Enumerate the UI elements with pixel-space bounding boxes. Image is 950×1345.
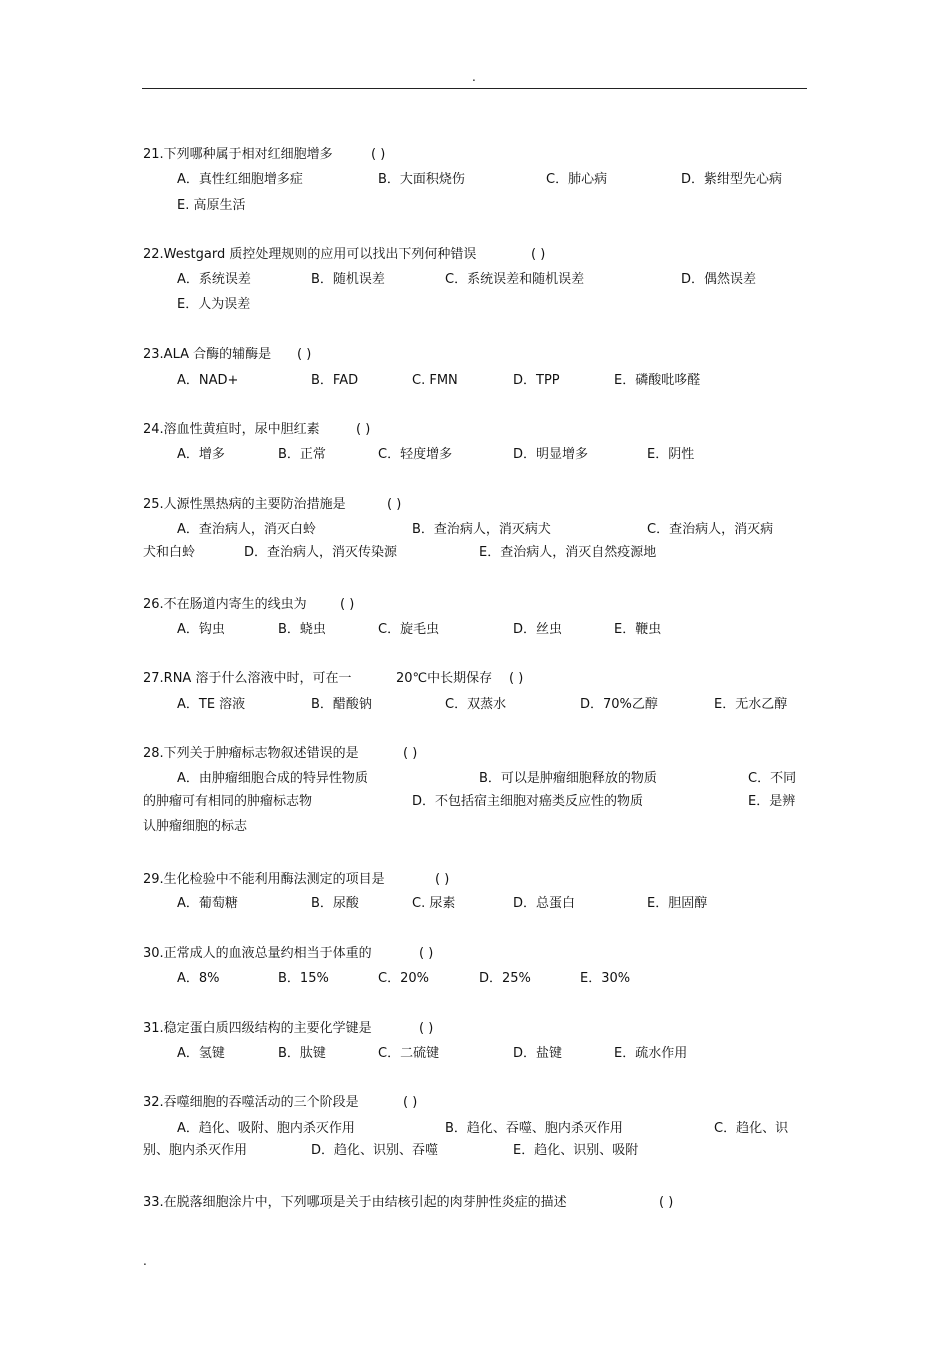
option-b: B．正常 [278,447,326,462]
option-a: A．系统误差 [177,272,251,287]
question-stem: 23.ALA 合酶的辅酶是 [143,347,272,362]
option-a: A．氢键 [177,1046,225,1061]
option-b: B．15% [278,971,329,986]
option-d: D．TPP [513,373,560,388]
option-c: C．系统误差和随机误差 [445,272,585,287]
option-e: E．阴性 [647,447,695,462]
option-a: A．由肿瘤细胞合成的特异性物质 [177,771,368,786]
option-a: A．趋化、吸附、胞内杀灭作用 [177,1121,355,1136]
answer-bracket: ( ) [531,247,546,262]
option-c: C. 尿素 [412,896,456,911]
option-a: A．TE 溶液 [177,697,246,712]
header-rule [142,88,807,89]
option-b: B．肽键 [278,1046,326,1061]
question-stem: 29.生化检验中不能利用酶法测定的项目是 [143,872,385,887]
option-c: C．不同 [748,771,797,786]
option-e: E．胆固醇 [647,896,708,911]
question-stem: 25.人源性黑热病的主要防治措施是 [143,497,346,512]
option-c: C．肺心病 [546,172,608,187]
answer-bracket: ( ) [403,1095,418,1110]
option-a: A．增多 [177,447,225,462]
option-b: B．随机误差 [311,272,385,287]
option-e: E．人为误差 [177,297,251,312]
option-d: D．不包括宿主细胞对癌类反应性的物质 [412,794,644,809]
option-a: A．NAD+ [177,373,239,388]
option-d: D．25% [479,971,531,986]
option-e: E．是辨 [748,794,796,809]
option-d: D．偶然误差 [681,272,757,287]
option-e: E．30% [580,971,631,986]
question-stem: 26.不在肠道内寄生的线虫为 [143,597,307,612]
option-b: B．可以是肿瘤细胞释放的物质 [479,771,657,786]
option-e-continued: 认肿瘤细胞的标志 [143,819,248,834]
question-stem: 24.溶血性黄疸时，尿中胆红素 [143,422,320,437]
option-d: D．紫绀型先心病 [681,172,783,187]
option-a: A．真性红细胞增多症 [177,172,303,187]
option-c: C. FMN [412,373,458,388]
answer-bracket: ( ) [419,1021,434,1036]
question-stem: 32.吞噬细胞的吞噬活动的三个阶段是 [143,1095,359,1110]
option-e: E．鞭虫 [614,622,662,637]
answer-bracket: ( ) [435,872,450,887]
option-d: D．趋化、识别、吞噬 [311,1143,439,1158]
option-d: D．总蛋白 [513,896,576,911]
option-b: B．尿酸 [311,896,359,911]
question-stem: 22.Westgard 质控处理规则的应用可以找出下列何种错误 [143,247,477,262]
option-c-continued: 别、胞内杀灭作用 [143,1143,248,1158]
option-d: D．70%乙醇 [580,697,658,712]
option-e: E．趋化、识别、吸附 [513,1143,639,1158]
question-stem: 27.RNA 溶于什么溶液中时，可在一 [143,671,352,686]
option-e: E．查治病人，消灭自然疫源地 [479,545,657,560]
question-stem-extra: 20℃中长期保存 [396,671,493,686]
option-d: D．查治病人，消灭传染源 [244,545,398,560]
answer-bracket: ( ) [297,347,312,362]
option-c: C．旋毛虫 [378,622,440,637]
option-b: B．醋酸钠 [311,697,372,712]
option-a: A．查治病人，消灭白蛉 [177,522,316,537]
option-a: A．8% [177,971,220,986]
option-b: B．趋化、吞噬、胞内杀灭作用 [445,1121,623,1136]
answer-bracket: ( ) [509,671,524,686]
answer-bracket: ( ) [403,746,418,761]
option-e: E. 高原生活 [177,198,246,213]
question-stem: 31.稳定蛋白质四级结构的主要化学键是 [143,1021,372,1036]
option-c: C．20% [378,971,429,986]
option-b: B．查治病人，消灭病犬 [412,522,551,537]
option-a: A．钩虫 [177,622,225,637]
option-d: D．明显增多 [513,447,589,462]
option-e: E．无水乙醇 [714,697,788,712]
answer-bracket: ( ) [356,422,371,437]
option-e: E．疏水作用 [614,1046,688,1061]
answer-bracket: ( ) [340,597,355,612]
question-stem: 21.下列哪种属于相对红细胞增多 [143,147,333,162]
option-c: C．趋化、识 [714,1121,789,1136]
answer-bracket: ( ) [419,946,434,961]
header-dot: . [472,70,476,84]
option-b: B．蛲虫 [278,622,326,637]
option-d: D．盐键 [513,1046,563,1061]
option-b: B．大面积烧伤 [378,172,465,187]
question-stem: 28.下列关于肿瘤标志物叙述错误的是 [143,746,359,761]
answer-bracket: ( ) [387,497,402,512]
footer-dot: . [143,1254,147,1268]
option-c: C．二硫键 [378,1046,440,1061]
option-c-continued: 犬和白蛉 [143,545,196,560]
option-c: C．双蒸水 [445,697,507,712]
option-d: D．丝虫 [513,622,563,637]
question-stem: 30.正常成人的血液总量约相当于体重的 [143,946,372,961]
answer-bracket: ( ) [659,1195,674,1210]
question-stem: 33.在脱落细胞涂片中，下列哪项是关于由结核引起的肉芽肿性炎症的描述 [143,1195,567,1210]
answer-bracket: ( ) [371,147,386,162]
option-e: E．磷酸吡哆醛 [614,373,701,388]
option-a: A．葡萄糖 [177,896,238,911]
option-c: C．查治病人，消灭病 [647,522,774,537]
option-c: C．轻度增多 [378,447,453,462]
option-c-continued: 的肿瘤可有相同的肿瘤标志物 [143,794,313,809]
option-b: B．FAD [311,373,359,388]
